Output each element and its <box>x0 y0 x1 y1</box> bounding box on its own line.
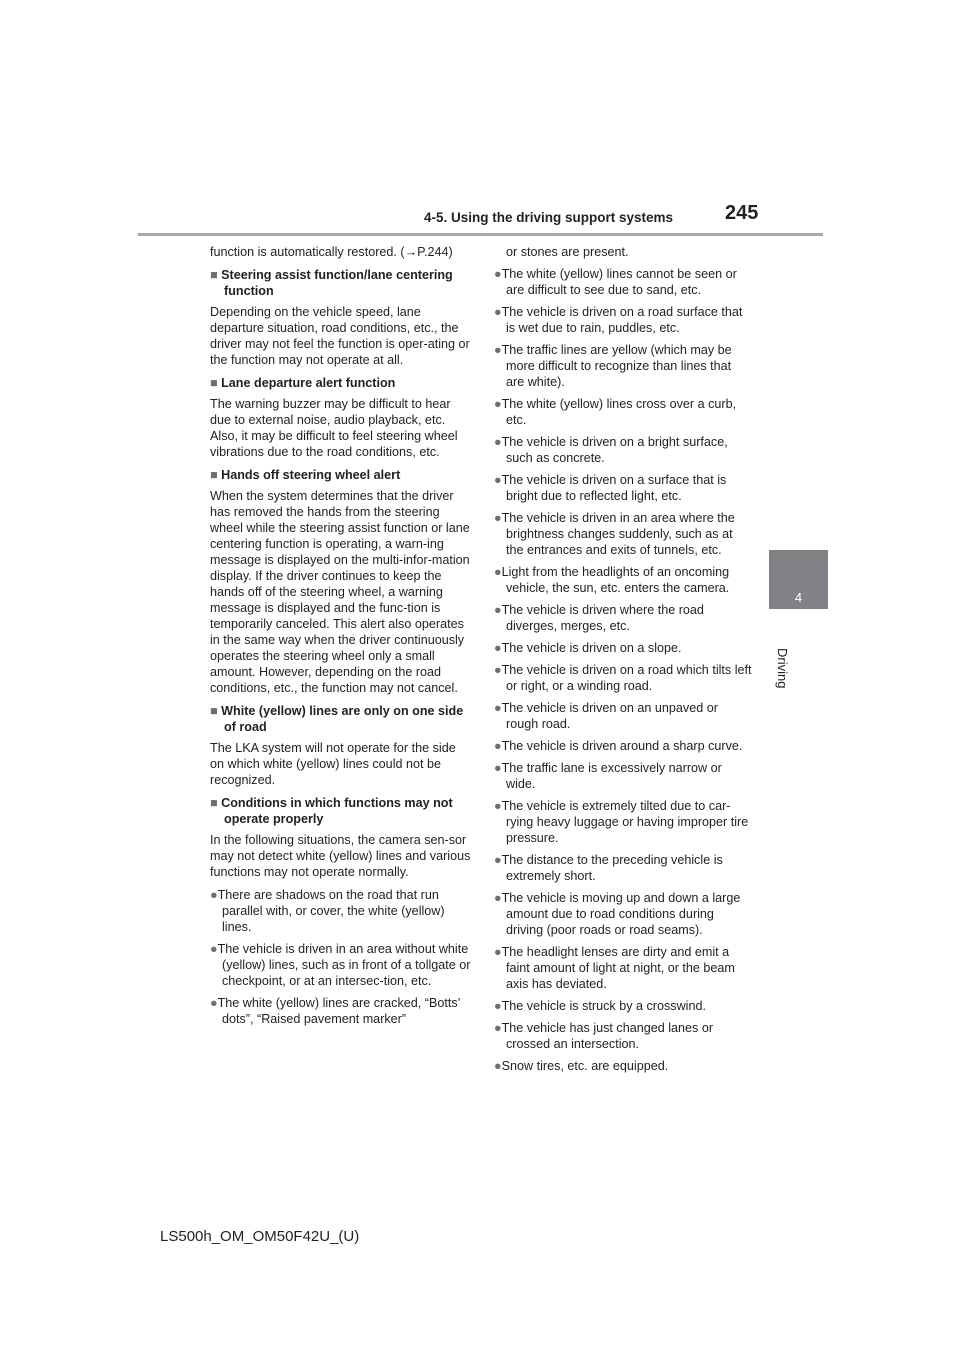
list-item <box>494 342 752 390</box>
left-column <box>210 244 472 1033</box>
circle-bullet-icon: ● <box>494 799 502 813</box>
circle-bullet-icon: ● <box>494 701 502 715</box>
circle-bullet-icon: ● <box>210 996 218 1010</box>
section-heading <box>210 795 472 827</box>
header-divider <box>138 233 823 236</box>
list-item-text: The white (yellow) lines cannot be seen or are difficult to see due to sand, etc. <box>501 267 737 297</box>
section-body: When the system determines that the driver has removed the hands from the steering wheel while the steering assist function or lane centering function is operating, a warn-ing message is displayed on the multi-infor-mation display. If the driver continues to keep the hands off of the steering wheel, a warning message is displayed and the func-tion is temporarily canceled. This alert also operates in the same way when the driver continuously operates the steering wheel only a small amount. However, depending on the road conditions, etc., the function may not cancel. <box>210 489 470 695</box>
circle-bullet-icon: ● <box>494 891 502 905</box>
circle-bullet-icon: ● <box>494 663 502 677</box>
list-item <box>494 662 752 694</box>
list-item <box>494 760 752 792</box>
circle-bullet-icon: ● <box>494 761 502 775</box>
list-item-text: Snow tires, etc. are equipped. <box>501 1059 669 1073</box>
circle-bullet-icon: ● <box>210 942 218 956</box>
circle-bullet-icon: ● <box>494 473 502 487</box>
square-bullet-icon: ■ <box>210 468 218 482</box>
square-bullet-icon: ■ <box>210 704 218 718</box>
section-heading <box>210 267 472 299</box>
list-item <box>494 852 752 884</box>
continued-text: or stones are present. <box>506 245 629 259</box>
list-item <box>494 396 752 428</box>
circle-bullet-icon: ● <box>494 511 502 525</box>
circle-bullet-icon: ● <box>494 267 502 281</box>
circle-bullet-icon: ● <box>494 1021 502 1035</box>
list-item-text: The vehicle is driven in an area where the brightness changes suddenly, such as at the entrances and exits of tunnels, etc. <box>501 511 735 557</box>
circle-bullet-icon: ● <box>494 397 502 411</box>
list-item-text: The white (yellow) lines cross over a curb, etc. <box>501 397 737 427</box>
list-item <box>494 510 752 558</box>
circle-bullet-icon: ● <box>494 999 502 1013</box>
list-item-text: The vehicle is driven where the road diverges, merges, etc. <box>501 603 704 633</box>
circle-bullet-icon: ● <box>210 888 218 902</box>
list-item <box>494 944 752 992</box>
list-item-text: The vehicle is driven on a bright surface, such as concrete. <box>501 435 728 465</box>
list-item-text: The distance to the preceding vehicle is extremely short. <box>501 853 723 883</box>
section-body: The LKA system will not operate for the side on which white (yellow) lines could not be recognized. <box>210 741 456 787</box>
list-item <box>210 995 472 1027</box>
list-item <box>494 890 752 938</box>
list-item <box>210 941 472 989</box>
heading-text: Hands off steering wheel alert <box>221 468 401 482</box>
list-item <box>494 700 752 732</box>
circle-bullet-icon: ● <box>494 343 502 357</box>
chapter-number: 4 <box>794 590 803 605</box>
list-item <box>210 887 472 935</box>
section-title: 4-5. Using the driving support systems <box>424 210 674 225</box>
square-bullet-icon: ■ <box>210 268 218 282</box>
circle-bullet-icon: ● <box>494 435 502 449</box>
list-item-text: Light from the headlights of an oncoming vehicle, the sun, etc. enters the camera. <box>501 565 730 595</box>
section-body: The warning buzzer may be difficult to hear due to external noise, audio playback, etc. Also, it may be difficult to feel steering wheel vibrations due to the road conditions, etc. <box>210 397 458 459</box>
bullet-list <box>494 266 752 1074</box>
circle-bullet-icon: ● <box>494 305 502 319</box>
list-item-text: There are shadows on the road that run parallel with, or cover, the white (yellow) lines. <box>217 888 445 934</box>
list-item-text: The vehicle is struck by a crosswind. <box>501 999 706 1013</box>
heading-text: White (yellow) lines are only on one side of road <box>221 704 464 734</box>
circle-bullet-icon: ● <box>494 641 502 655</box>
list-item <box>494 1020 752 1052</box>
list-item-text: The vehicle is extremely tilted due to car-rying heavy luggage or having improper tire pressure. <box>501 799 749 845</box>
list-item-text: The traffic lines are yellow (which may be more difficult to recognize than lines that are white). <box>501 343 732 389</box>
list-item-text: The vehicle is driven on a road surface that is wet due to rain, puddles, etc. <box>501 305 743 335</box>
list-item-text: The headlight lenses are dirty and emit a faint amount of light at night, or the beam axis has deviated. <box>501 945 735 991</box>
list-item-text: The vehicle is driven around a sharp curve. <box>501 739 743 753</box>
page-number: 245 <box>725 202 759 224</box>
section-body: In the following situations, the camera sen-sor may not detect white (yellow) lines and various functions may not operate normally. <box>210 833 471 879</box>
list-item-text: The vehicle is driven in an area without white (yellow) lines, such as in front of a tollgate or checkpoint, or at an intersec-tion, etc. <box>217 942 471 988</box>
chapter-label: Driving <box>775 648 790 689</box>
page-header <box>0 0 960 240</box>
heading-text: Steering assist function/lane centering function <box>221 268 453 298</box>
list-item <box>494 602 752 634</box>
list-item-text: The vehicle is driven on a road which tilts left or right, or a winding road. <box>501 663 752 693</box>
list-item <box>494 434 752 466</box>
circle-bullet-icon: ● <box>494 945 502 959</box>
section-body: Depending on the vehicle speed, lane departure situation, road conditions, etc., the driver may not feel the function is oper-ating or the function may not operate at all. <box>210 305 470 367</box>
list-item <box>494 738 752 754</box>
list-item <box>494 472 752 504</box>
list-item <box>494 640 752 656</box>
circle-bullet-icon: ● <box>494 853 502 867</box>
circle-bullet-icon: ● <box>494 1059 502 1073</box>
chapter-tab[interactable] <box>769 550 828 609</box>
list-item-text: The white (yellow) lines are cracked, “Botts’ dots”, “Raised pavement marker” <box>217 996 461 1026</box>
list-item-text: The traffic lane is excessively narrow or wide. <box>501 761 722 791</box>
list-item-text: The vehicle is moving up and down a large amount due to road conditions during driving (poor roads or road seams). <box>501 891 741 937</box>
right-column <box>494 244 752 1080</box>
circle-bullet-icon: ● <box>494 565 502 579</box>
document-code: LS500h_OM_OM50F42U_(U) <box>160 1228 360 1245</box>
intro-text: function is automatically restored. (→P.244) <box>210 245 453 259</box>
list-item-text: The vehicle is driven on an unpaved or rough road. <box>501 701 718 731</box>
heading-text: Lane departure alert function <box>221 376 396 390</box>
heading-text: Conditions in which functions may not operate properly <box>221 796 453 826</box>
list-item-text: The vehicle is driven on a surface that is bright due to reflected light, etc. <box>501 473 727 503</box>
section-heading <box>210 703 472 735</box>
list-item-text: The vehicle has just changed lanes or crossed an intersection. <box>501 1021 714 1051</box>
list-item-text: The vehicle is driven on a slope. <box>501 641 682 655</box>
list-item <box>494 564 752 596</box>
section-heading <box>210 467 472 483</box>
square-bullet-icon: ■ <box>210 376 218 390</box>
list-item <box>494 798 752 846</box>
circle-bullet-icon: ● <box>494 603 502 617</box>
list-item <box>494 304 752 336</box>
circle-bullet-icon: ● <box>494 739 502 753</box>
list-item <box>494 1058 752 1074</box>
list-item <box>494 998 752 1014</box>
section-heading <box>210 375 472 391</box>
list-item <box>494 266 752 298</box>
square-bullet-icon: ■ <box>210 796 218 810</box>
